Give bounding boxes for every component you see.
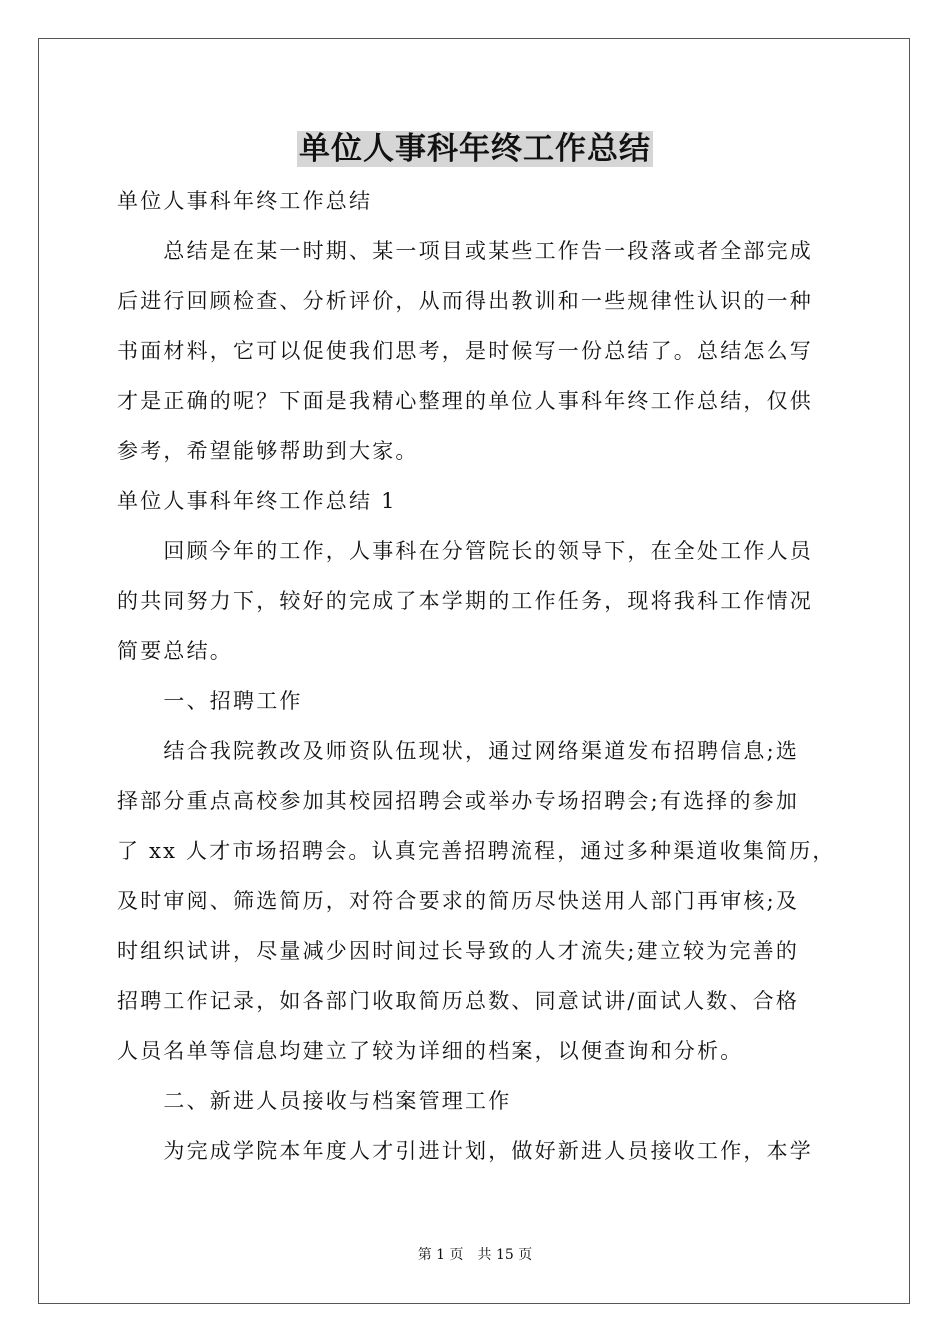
body-line: 时组织试讲，尽量减少因时间过长导致的人才流失;建立较为完善的 (117, 939, 800, 963)
body-line: 后进行回顾检查、分析评价，从而得出教训和一些规律性认识的一种 (117, 289, 813, 313)
document-body (117, 176, 836, 1176)
body-line: 及时审阅、筛选简历，对符合要求的简历尽快送用人部门再审核;及 (117, 889, 800, 913)
body-line: 了 xx 人才市场招聘会。认真完善招聘流程，通过多种渠道收集简历， (117, 839, 836, 863)
page-footer (0, 1245, 950, 1265)
body-line: 书面材料，它可以促使我们思考，是时候写一份总结了。总结怎么写 (117, 339, 813, 363)
section-heading: 单位人事科年终工作总结 1 (117, 489, 397, 513)
body-line: 简要总结。 (117, 639, 233, 663)
document-title (0, 127, 950, 171)
body-line: 结合我院教改及师资队伍现状，通过网络渠道发布招聘信息;选 (117, 739, 800, 763)
title-highlight: 单位人事科年终工作总结 (299, 131, 651, 167)
page-total: 共 15 页 (477, 1247, 533, 1263)
body-line: 回顾今年的工作，人事科在分管院长的领导下，在全处工作人员 (117, 539, 813, 563)
subsection-heading: 一、招聘工作 (117, 689, 303, 713)
body-line: 参考，希望能够帮助到大家。 (117, 439, 419, 463)
body-line: 为完成学院本年度人才引进计划，做好新进人员接收工作，本学 (117, 1139, 813, 1163)
body-line: 单位人事科年终工作总结 (117, 189, 373, 213)
subsection-heading: 二、新进人员接收与档案管理工作 (117, 1089, 512, 1113)
body-line: 才是正确的呢？下面是我精心整理的单位人事科年终工作总结，仅供 (117, 389, 813, 413)
page-number: 第 1 页 (417, 1247, 464, 1263)
body-line: 择部分重点高校参加其校园招聘会或举办专场招聘会;有选择的参加 (117, 789, 800, 813)
body-line: 招聘工作记录，如各部门收取简历总数、同意试讲/面试人数、合格 (117, 989, 800, 1013)
body-line: 总结是在某一时期、某一项目或某些工作告一段落或者全部完成 (117, 239, 813, 263)
body-line: 人员名单等信息均建立了较为详细的档案，以便查询和分析。 (117, 1039, 744, 1063)
body-line: 的共同努力下，较好的完成了本学期的工作任务，现将我科工作情况 (117, 589, 813, 613)
